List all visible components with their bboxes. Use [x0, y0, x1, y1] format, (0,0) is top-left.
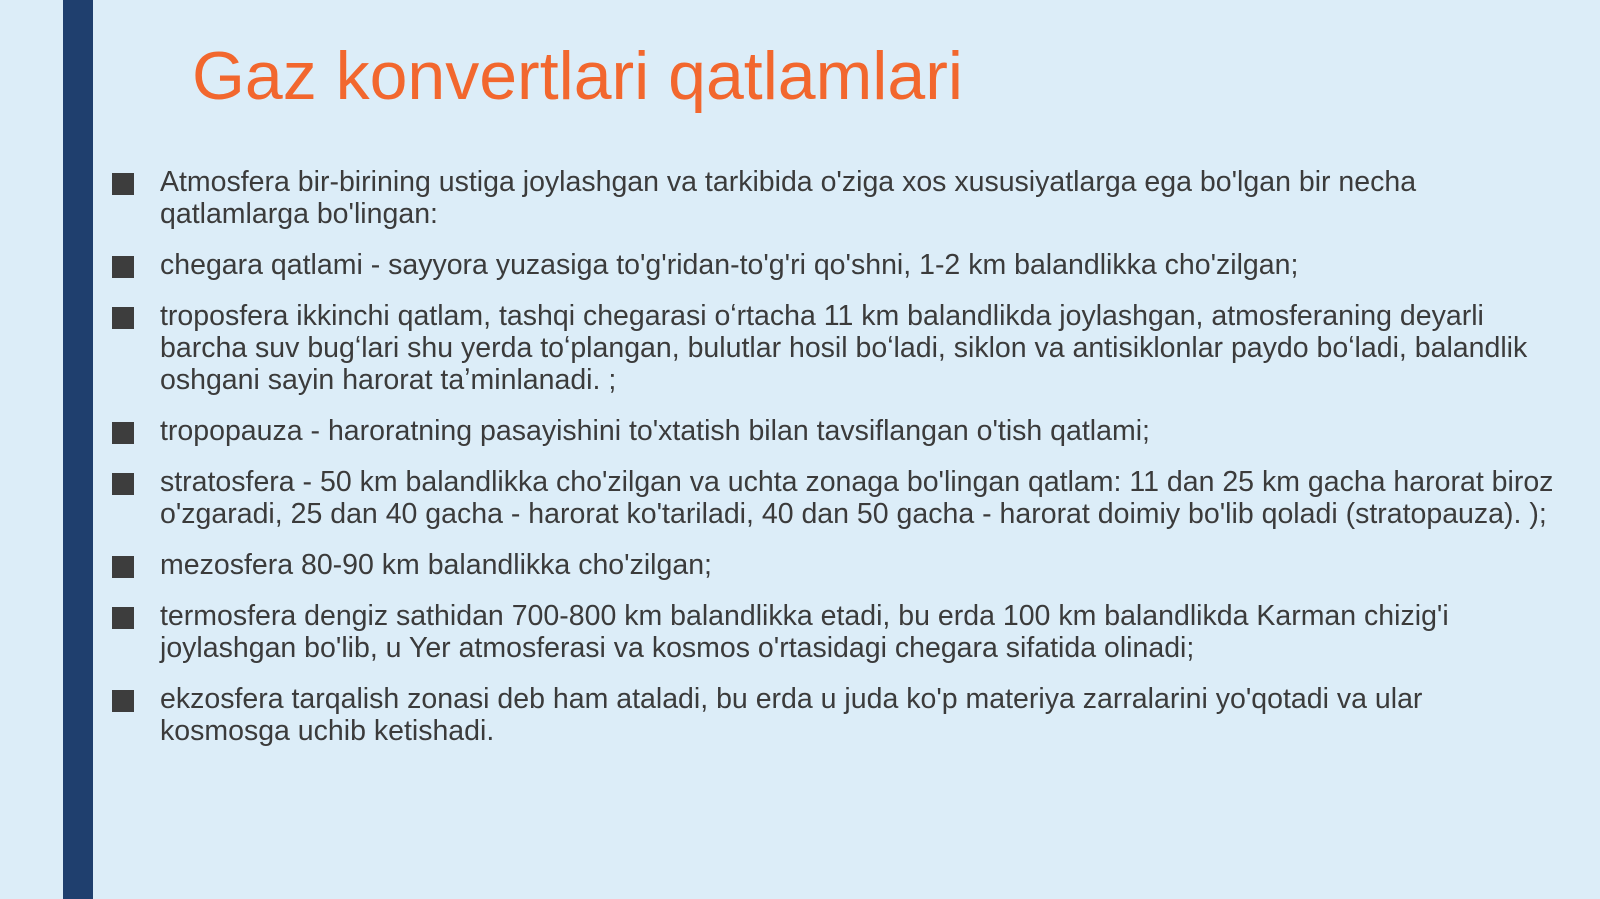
square-bullet-icon	[112, 307, 134, 329]
list-item	[110, 683, 1560, 747]
accent-bar	[63, 0, 93, 899]
list-item	[110, 600, 1560, 664]
slide-title: Gaz konvertlari qatlamlari	[192, 38, 963, 114]
square-bullet-icon	[112, 422, 134, 444]
bullet-text: stratosfera - 50 km balandlikka cho'zilgan va uchta zonaga bo'lingan qatlam: 11 dan 25 km gacha harorat biroz o'zgaradi, 25 dan 40 gacha - harorat ko'tariladi, 40 dan 50 gacha - harorat doimiy bo'lib qoladi (stratopauza). );	[160, 466, 1554, 530]
bullet-text: tropopauza - haroratning pasayishini to'xtatish bilan tavsiflangan o'tish qatlami;	[160, 415, 1150, 447]
square-bullet-icon	[112, 690, 134, 712]
list-item	[110, 415, 1560, 447]
list-item	[110, 166, 1560, 230]
square-bullet-icon	[112, 173, 134, 195]
bullet-text: chegara qatlami - sayyora yuzasiga to'g'ridan-to'g'ri qo'shni, 1-2 km balandlikka cho'zilgan;	[160, 249, 1299, 281]
list-item	[110, 249, 1560, 281]
bullet-text: Atmosfera bir-birining ustiga joylashgan va tarkibida o'ziga xos xususiyatlarga ega bo'lgan bir necha qatlamlarga bo'lingan:	[160, 166, 1417, 230]
square-bullet-icon	[112, 256, 134, 278]
bullet-text: termosfera dengiz sathidan 700-800 km balandlikka etadi, bu erda 100 km balandlikda Karman chizig'i joylashgan bo'lib, u Yer atmosferasi va kosmos o'rtasidagi chegara sifatida olinadi;	[160, 600, 1449, 664]
bullet-text: troposfera ikkinchi qatlam, tashqi chegarasi oʻrtacha 11 km balandlikda joylashgan, atmosferaning deyarli barcha suv bugʻlari shu yerda toʻplangan, bulutlar hosil boʻladi, siklon va antisiklonlar paydo boʻladi, balandlik oshgani sayin harorat taʼminlanadi. ;	[160, 300, 1528, 396]
list-item	[110, 300, 1560, 396]
square-bullet-icon	[112, 607, 134, 629]
square-bullet-icon	[112, 473, 134, 495]
list-item	[110, 549, 1560, 581]
list-item	[110, 466, 1560, 530]
bullet-list	[110, 166, 1560, 766]
square-bullet-icon	[112, 556, 134, 578]
bullet-text: mezosfera 80-90 km balandlikka cho'zilgan;	[160, 549, 712, 581]
bullet-text: ekzosfera tarqalish zonasi deb ham ataladi, bu erda u juda ko'p materiya zarralarini yo'qotadi va ular kosmosga uchib ketishadi.	[160, 683, 1423, 747]
